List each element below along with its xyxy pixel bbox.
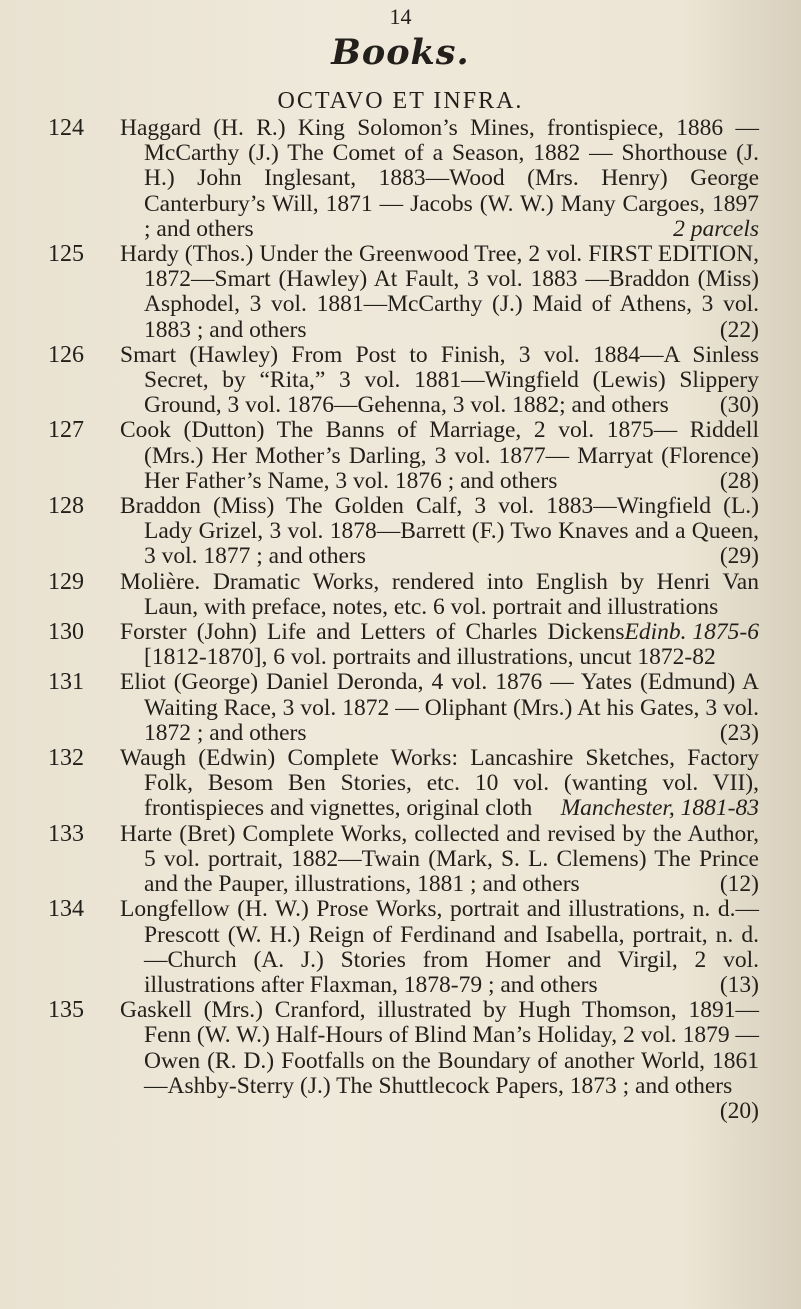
lot-text: Forster (John) Life and Letters of Charles Dickens [1812-1870], 6 vol. portraits and illustrations, uncut 1872-82 <box>120 619 716 671</box>
lot-entry <box>0 418 801 494</box>
lot-text: Hardy (Thos.) Under the Greenwood Tree, 2 vol. FIRST EDITION, 1872—Smart (Hawley) At Fault, 3 vol. 1883 —Braddon (Miss) Asphodel, 3 vol. 1881—McCarthy (J.) Maid of Athens, 3 vol. 1883 ; and others <box>120 241 759 343</box>
lot-description <box>120 116 759 242</box>
lot-number: 130 <box>48 619 84 646</box>
lot-description <box>120 620 759 670</box>
lot-description <box>120 343 759 419</box>
lot-number: 132 <box>48 745 84 772</box>
lot-description <box>120 746 759 822</box>
lot-entry <box>0 242 801 343</box>
lot-number: 125 <box>48 241 84 268</box>
lot-number: 129 <box>48 568 84 595</box>
lot-text: Molière. Dramatic Works, rendered into English by Henri Van Laun, with preface, notes, etc. 6 vol. portrait and illustrations <box>120 568 759 620</box>
lot-entry <box>0 343 801 419</box>
lot-entry <box>0 620 801 670</box>
lot-quantity: (28) <box>719 467 759 494</box>
lot-quantity: (30) <box>719 392 759 419</box>
lot-list <box>0 116 801 1124</box>
lot-text: Longfellow (H. W.) Prose Works, portrait and illustrations, n. d.—Prescott (W. H.) Reign of Ferdinand and Isabella, portrait, n. d.—Church (A. J.) Stories from Homer and Virgil, 2 vol. illustrations after Flaxman, 1878-79 ; and others <box>120 896 759 998</box>
lot-number: 128 <box>48 493 84 520</box>
lot-entry <box>0 670 801 746</box>
lot-text: Haggard (H. R.) King Solomon’s Mines, frontispiece, 1886 — McCarthy (J.) The Comet of a Season, 1882 — Shorthouse (J. H.) John Inglesant, 1883—Wood (Mrs. Henry) George Canterbury’s Will, 1871 — Jacobs (W. W.) Many Cargoes, 1897 ; and others <box>120 115 759 242</box>
lot-entry <box>0 494 801 570</box>
lot-number: 131 <box>48 669 84 696</box>
lot-text: Harte (Bret) Complete Works, collected and revised by the Author, 5 vol. portrait, 1882—Twain (Mark, S. L. Clemens) The Prince and the Pauper, illustrations, 1881 ; and others <box>120 820 759 898</box>
lot-entry <box>0 746 801 822</box>
lot-imprint: Manchester, 1881-83 <box>560 795 759 822</box>
lot-quantity: (13) <box>719 971 759 998</box>
lot-number: 126 <box>48 341 84 368</box>
lot-quantity: 2 parcels <box>673 215 759 242</box>
lot-number: 124 <box>48 115 84 141</box>
lot-entry <box>0 822 801 898</box>
lot-text: Smart (Hawley) From Post to Finish, 3 vol. 1884—A Sinless Secret, by “Rita,” 3 vol. 1881—Wingfield (Lewis) Slippery Ground, 3 vol. 1876—Gehenna, 3 vol. 1882; and others <box>120 341 759 419</box>
lot-description <box>120 670 759 746</box>
lot-text: Braddon (Miss) The Golden Calf, 3 vol. 1883—Wingfield (L.) Lady Grizel, 3 vol. 1878—Barrett (F.) Two Knaves and a Queen, 3 vol. 1877 ; and others <box>120 493 759 570</box>
lot-imprint: Edinb. 1875-6 <box>624 619 759 646</box>
lot-quantity: (22) <box>719 316 759 343</box>
lot-number: 134 <box>48 896 84 923</box>
lot-quantity: (23) <box>719 719 759 746</box>
section-subheading: OCTAVO ET INFRA. <box>277 88 524 114</box>
lot-description <box>120 822 759 898</box>
lot-quantity: (12) <box>719 871 759 898</box>
lot-description <box>120 997 759 1124</box>
section-heading: Books. <box>331 32 470 73</box>
lot-quantity: (29) <box>719 543 759 570</box>
lot-quantity: (20) <box>719 1097 759 1124</box>
lot-description <box>120 494 759 570</box>
lot-description <box>120 242 759 343</box>
lot-description <box>120 897 759 998</box>
lot-number: 133 <box>48 820 84 847</box>
lot-entry <box>0 897 801 998</box>
lot-number: 135 <box>48 997 84 1024</box>
lot-text: Eliot (George) Daniel Deronda, 4 vol. 1876 — Yates (Edmund) A Waiting Race, 3 vol. 1872 — Oliphant (Mrs.) At his Gates, 3 vol. 1872 ; and others <box>120 669 759 746</box>
lot-number: 127 <box>48 417 84 444</box>
page-number: 14 <box>389 4 412 29</box>
lot-entry <box>0 116 801 242</box>
lot-text: Gaskell (Mrs.) Cranford, illustrated by Hugh Thomson, 1891—Fenn (W. W.) Half-Hours of Blind Man’s Holiday, 2 vol. 1879 — Owen (R. D.) Footfalls on the Boundary of another World, 1861—Ashby-Sterry (J.) The Shuttlecock Papers, 1873 ; and others <box>120 997 759 1099</box>
lot-text: Waugh (Edwin) Complete Works: Lancashire Sketches, Factory Folk, Besom Ben Stories, etc. 10 vol. (wanting vol. VII), frontispieces and vignettes, original cloth <box>120 745 759 822</box>
lot-description <box>120 418 759 494</box>
lot-text: Cook (Dutton) The Banns of Marriage, 2 vol. 1875— Riddell (Mrs.) Her Mother’s Darling, 3 vol. 1877— Marryat (Florence) Her Father’s Name, 3 vol. 1876 ; and others <box>120 417 759 494</box>
lot-entry <box>0 997 801 1124</box>
